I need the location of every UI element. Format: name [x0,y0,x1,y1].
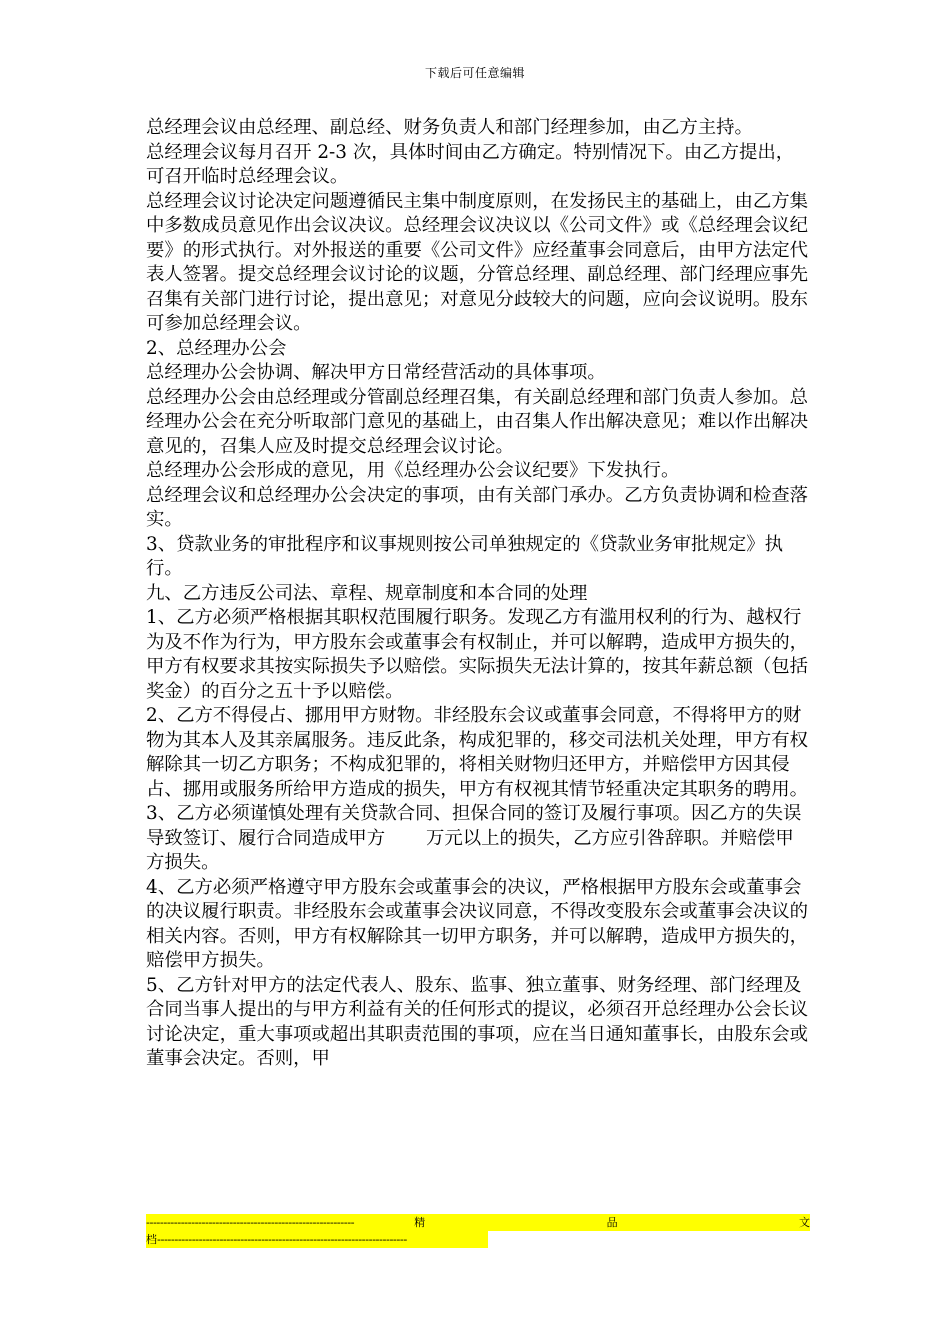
paragraph: 总经理会议讨论决定问题遵循民主集中制度原则，在发扬民主的基础上，由乙方集中多数成员意见作出会议决议。总经理会议决议以《公司文件》或《总经理会议纪要》的形式执行。对外报送的重要《公司文件》应经董事会同意后，由甲方法定代表人签署。提交总经理会议讨论的议题，分管总经理、副总经理、部门经理应事先召集有关部门进行讨论，提出意见；对意见分歧较大的问题，应向会议说明。股东可参加总经理会议。 [146,190,809,334]
paragraph: 3、乙方必须谨慎处理有关贷款合同、担保合同的签订及履行事项。因乙方的失误导致签订、履行合同造成甲方 万元以上的损失，乙方应引咎辞职。并赔偿甲方损失。 [146,803,802,873]
paragraph: 5、乙方针对甲方的法定代表人、股东、监事、独立董事、财务经理、部门经理及合同当事人提出的与甲方利益有关的任何形式的提议，必须召开总经理办公会长议讨论决定，重大事项或超出其职责范围的事项，应在当日通知董事长，由股东会或董事会决定。否则，甲 [146,974,809,1069]
footer-dashes: ------------------------------------------------------------------------ [157,1233,407,1246]
footer-char: 精 [414,1216,426,1229]
paragraph: 4、乙方必须严格遵守甲方股东会或董事会的决议，严格根据甲方股东会或董事会的决议履行职责。非经股东会或董事会决议同意，不得改变股东会或董事会决议的相关内容。否则，甲方有权解除其一切甲方职务，并可以解聘，造成甲方损失的，赔偿甲方损失。 [146,876,809,971]
paragraph: 总经理办公会协调、解决甲方日常经营活动的具体事项。 [146,362,606,383]
paragraph: 3、贷款业务的审批程序和议事规则按公司单独规定的《贷款业务审批规定》执行。 [146,533,783,579]
footer-char: 档 [146,1233,157,1246]
paragraph: 总经理会议由总经理、副总经、财务负责人和部门经理参加，由乙方主持。 [146,117,753,138]
footer-char: 文 [799,1216,810,1229]
paragraph: 总经理办公会形成的意见，用《总经理办公会议纪要》下发执行。 [146,460,680,481]
footer-label [354,1214,810,1231]
footer-banner-line-1 [146,1214,810,1231]
paragraph: 2、乙方不得侵占、挪用甲方财物。非经股东会议或董事会同意，不得将甲方的财物为其本人及其亲属服务。违反此条，构成犯罪的，移交司法机关处理，甲方有权解除其一切乙方职务；不构成犯罪的，将相关财物归还甲方，并赔偿甲方因其侵占、挪用或服务所给甲方造成的损失，甲方有权视其情节轻重决定其职务的聘用。 [146,705,809,800]
page-header: 下载后可任意编辑 [424,66,525,80]
section-heading: 2、总经理办公会 [146,337,287,359]
footer-banner-line-2 [146,1231,488,1248]
footer-char: 品 [606,1216,618,1229]
section-heading: 九、乙方违反公司法、章程、规章制度和本合同的处理 [146,582,588,604]
paragraph: 总经理办公会由总经理或分管副总经理召集，有关副总经理和部门负责人参加。总经理办公会在充分听取部门意见的基础上，由召集人作出解决意见；难以作出解决意见的，召集人应及时提交总经理会议讨论。 [146,386,809,457]
paragraph: 1、乙方必须严格根据其职权范围履行职务。发现乙方有滥用权利的行为、越权行为及不作为行为，甲方股东会或董事会有权制止，并可以解聘，造成甲方损失的，甲方有权要求其按实际损失予以赔偿。实际损失无法计算的，按其年薪总额（包括奖金）的百分之五十予以赔偿。 [146,607,809,702]
document-body [146,116,810,1072]
paragraph: 总经理会议每月召开 2-3 次，具体时间由乙方确定。特别情况下。由乙方提出，可召开临时总经理会议。 [146,141,795,187]
paragraph: 总经理会议和总经理办公会决定的事项，由有关部门承办。乙方负责协调和检查落实。 [146,484,809,530]
page-footer [146,1214,810,1248]
footer-dashes: ------------------------------------------------------------ [146,1216,355,1229]
